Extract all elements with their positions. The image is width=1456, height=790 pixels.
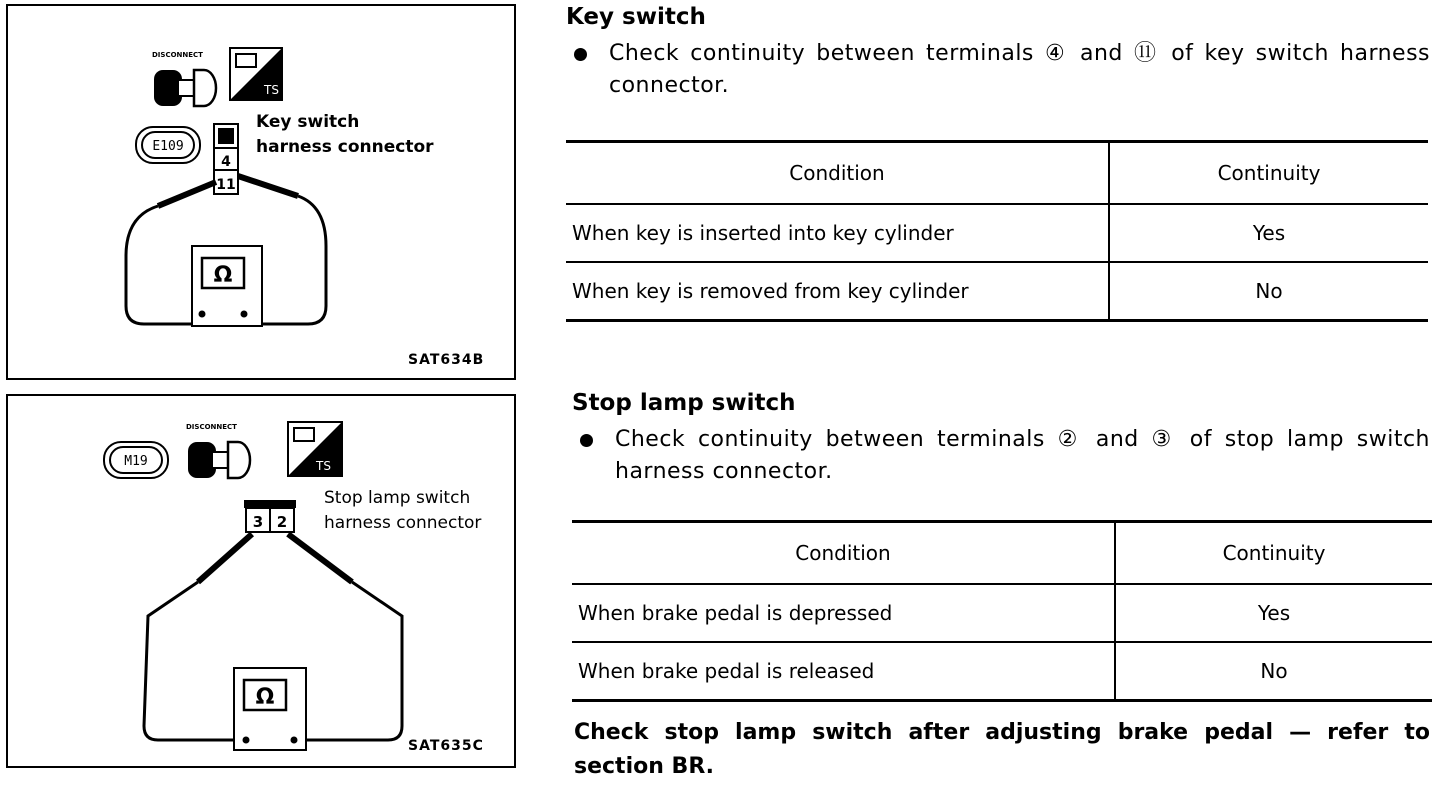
continuity-cell: No [1109,262,1428,321]
ts-label: TS [264,83,279,97]
stop-lamp-switch-table [572,520,1432,702]
instruction [572,424,1430,488]
stop-lamp-switch-section [572,390,1430,488]
header-condition: Condition [789,161,885,185]
header-continuity: Continuity [1109,142,1428,205]
key-switch-section [566,4,1430,102]
adjustment-note: Check stop lamp switch after adjusting brake pedal — refer to section BR. [574,720,1430,779]
terminal-11: 11 [216,177,236,193]
connector-label [256,110,434,160]
harness-connector [214,124,238,194]
connector-id-badge [136,127,200,163]
connector-id-badge [104,442,168,478]
bullet-icon [580,434,593,447]
instruction [566,38,1430,102]
disconnect-label: DISCONNECT [152,51,203,59]
terminal-2: 2 [276,513,288,531]
connector-id: M19 [124,454,148,469]
table-row [572,584,1432,642]
header-continuity: Continuity [1115,522,1432,585]
terminal-3: 3 [252,513,264,531]
figure-code: SAT635C [408,738,484,754]
connector-label-line1: Key switch [256,112,360,132]
condition-cell: When key is inserted into key cylinder [566,204,1109,262]
table-row [572,642,1432,701]
section-title: Key switch [566,4,706,30]
connector-label-line2: harness connector [256,137,434,157]
ts-label: TS [316,459,331,473]
disconnect-label: DISCONNECT [186,423,237,431]
terminal-4: 4 [221,154,231,170]
stop-lamp-switch-figure [6,394,516,768]
connector-label-line2: harness connector [324,513,482,533]
disconnect-icon [186,423,250,478]
connector-id: E109 [152,139,184,154]
table-row [566,204,1428,262]
bullet-icon [574,48,587,61]
ohm-symbol: Ω [255,685,275,710]
tester-icon [288,422,342,476]
tester-icon [230,48,282,100]
key-switch-diagram [8,6,514,378]
ohm-symbol: Ω [213,263,233,288]
stop-lamp-switch-diagram [8,396,514,766]
harness-connector [244,500,296,532]
connector-label [324,486,481,536]
condition-cell: When key is removed from key cylinder [566,262,1109,321]
table-header-row [572,522,1432,585]
key-switch-table [566,140,1428,322]
condition-cell: When brake pedal is released [572,642,1115,701]
continuity-cell: Yes [1109,204,1428,262]
header-condition: Condition [795,541,891,565]
condition-cell: When brake pedal is depressed [572,584,1115,642]
connector-label-line1: Stop lamp switch [324,488,471,508]
instruction-text: Check continuity between terminals ④ and ⑪ of key switch harness connector. [609,41,1430,98]
table-header-row [566,142,1428,205]
section-title: Stop lamp switch [572,390,796,416]
disconnect-icon [152,51,216,106]
ohmmeter-icon [192,246,262,326]
continuity-cell: No [1115,642,1432,701]
table-row [566,262,1428,321]
continuity-cell: Yes [1115,584,1432,642]
ohmmeter-icon [234,668,306,750]
instruction-text: Check continuity between terminals ② and ③ of stop lamp switch harness connector. [615,427,1430,484]
figure-code: SAT634B [408,352,485,368]
key-switch-figure [6,4,516,380]
